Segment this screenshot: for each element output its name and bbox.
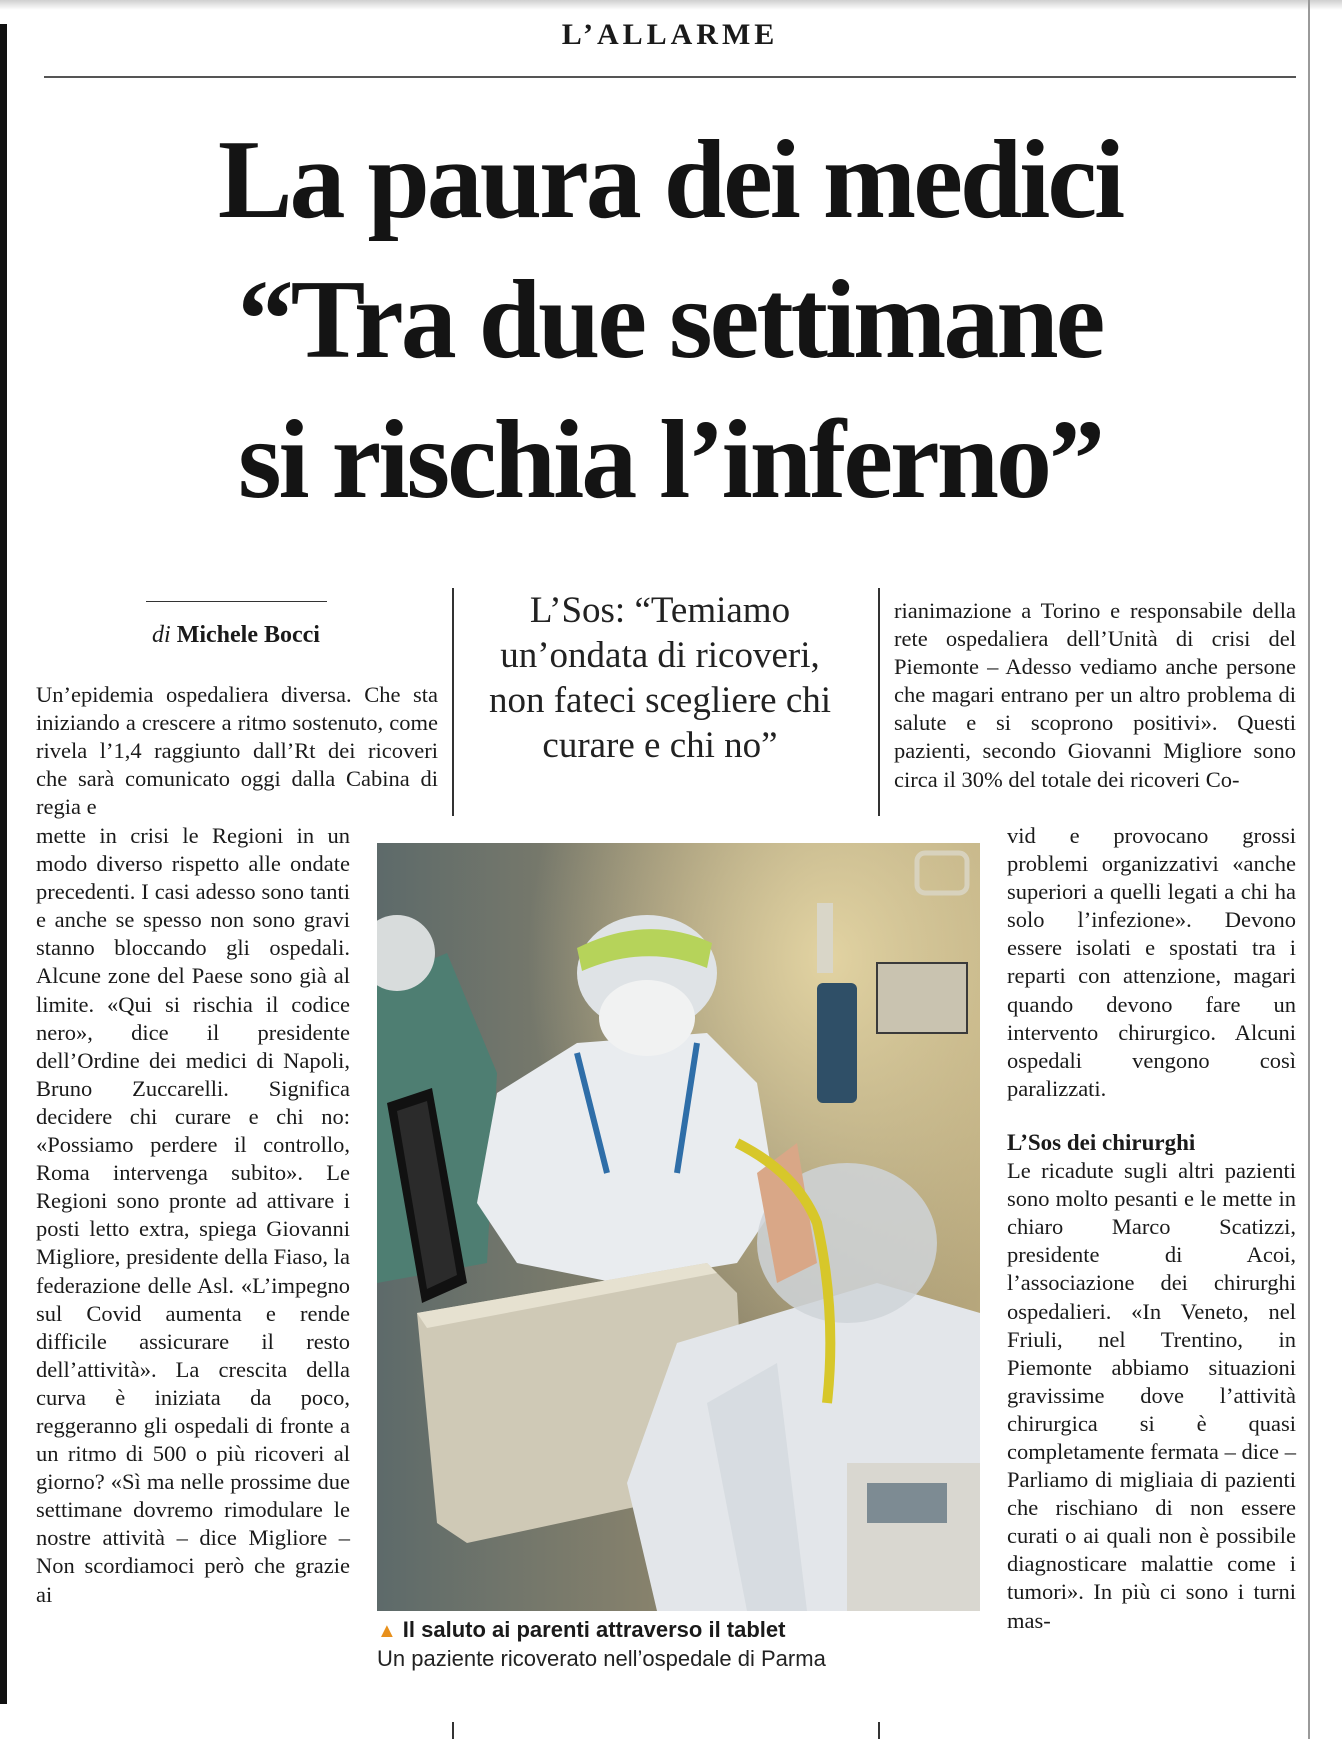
byline-prefix: di <box>152 622 171 648</box>
right-column-paragraph-1: rianimazione a Torino e responsabile della rete ospedaliera dell’Unità di crisi del Piemonte – Adesso vediamo anche persone che magari entrano per un altro problema di salute e si scoprono positivi». Questi pazienti, secondo Giovanni Migliore sono circa il 30% del totale dei ricoveri Co- <box>894 598 1296 792</box>
page-top-shadow <box>0 0 1342 10</box>
headline-line-2: “Tra due settimane <box>237 258 1103 382</box>
left-column-paragraph-2: mette in crisi le Regioni in un modo diverso rispetto alle ondate precedenti. I casi adesso sono tanti e anche se spesso non sono gravi stanno bloccando gli ospedali. Alcune zone del Paese sono già al limite. «Qui si rischia il codice nero», dice il presidente dell’Ordine dei medici di Napoli, Bruno Zuccarelli. Significa decidere chi curare e chi no: «Possiamo perdere il controllo, Roma intervenga subito». Le Regioni sono pronte ad attivare i posti letto extra, spiega Giovanni Migliore, presidente della Fiaso, la federazione delle Asl. «L’impegno sul Covid aumenta e rende difficile assicurare il resto dell’attività». La crescita della curva è iniziata da poco, reggeranno gli ospedali di fronte a un ritmo di 500 o più ricoveri al giorno? «Sì ma nelle prossime due settimane dovremo rimodulare le nostre attività – dice Migliore – Non scordiamoci però che grazie ai <box>36 823 350 1607</box>
column-divider-right <box>878 588 880 816</box>
column-divider-right-bottom <box>878 1722 880 1739</box>
right-column-wide <box>894 597 1296 794</box>
left-column-narrow <box>36 822 350 1609</box>
right-column-subheading: L’Sos dei chirurghi <box>1007 1129 1196 1155</box>
left-column-wide <box>36 681 438 821</box>
photo-caption-title <box>377 1617 785 1643</box>
photo-caption-text: Un paziente ricoverato nell’ospedale di Parma <box>377 1646 826 1671</box>
photo-caption-title-text: Il saluto ai parenti attraverso il tablet <box>402 1617 786 1642</box>
right-column-narrow <box>1007 822 1296 1635</box>
section-label: L’ALLARME <box>561 18 779 51</box>
headline-line-1: La paura dei medici <box>217 118 1123 242</box>
page-right-edge <box>1308 0 1310 1739</box>
page-left-edge <box>0 24 7 1704</box>
byline <box>36 622 436 649</box>
headline-line-3: si rischia l’inferno” <box>237 398 1103 522</box>
photo-illustration <box>377 843 980 1611</box>
caption-triangle-icon: ▲ <box>377 1620 397 1642</box>
byline-rule <box>146 601 327 602</box>
section-rule <box>44 76 1296 78</box>
article-photo <box>377 843 980 1611</box>
right-column-paragraph-2: vid e provocano grossi problemi organizzativi «anche superiori a quelli legati a chi ha solo l’infezione». Devono essere isolati e spostati tra i reparti con attenzione, magari quando devono fare un intervento chirurgico. Alcuni ospedali vengono così paralizzati. <box>1007 823 1296 1101</box>
pull-quote: L’Sos: “Temiamo un’ondata di ricoveri, non fateci scegliere chi curare e chi no” <box>488 590 832 766</box>
left-column-paragraph-1: Un’epidemia ospedaliera diversa. Che sta iniziando a crescere a ritmo sostenuto, come rivela l’1,4 raggiunto dall’Rt dei ricoveri che sarà comunicato oggi dalla Cabina di regia e <box>36 682 438 820</box>
column-divider-left-bottom <box>452 1722 454 1739</box>
headline <box>44 110 1296 530</box>
column-divider-left <box>452 588 454 816</box>
right-column-paragraph-3: Le ricadute sugli altri pazienti sono molto pesanti e le mette in chiaro Marco Scatizzi, presidente di Acoi, l’associazione dei chirurghi ospedalieri. «In Veneto, nel Friuli, nel Trentino, in Piemonte abbiamo situazioni gravissime dove l’attività chirurgica si è quasi completamente fermata – dice – Parliamo di migliaia di pazienti che rischiano di non essere curati o ai quali non è possibile diagnosticare malattie come i tumori». In più ci sono i turni mas- <box>1007 1158 1296 1633</box>
byline-author: Michele Bocci <box>176 622 320 648</box>
